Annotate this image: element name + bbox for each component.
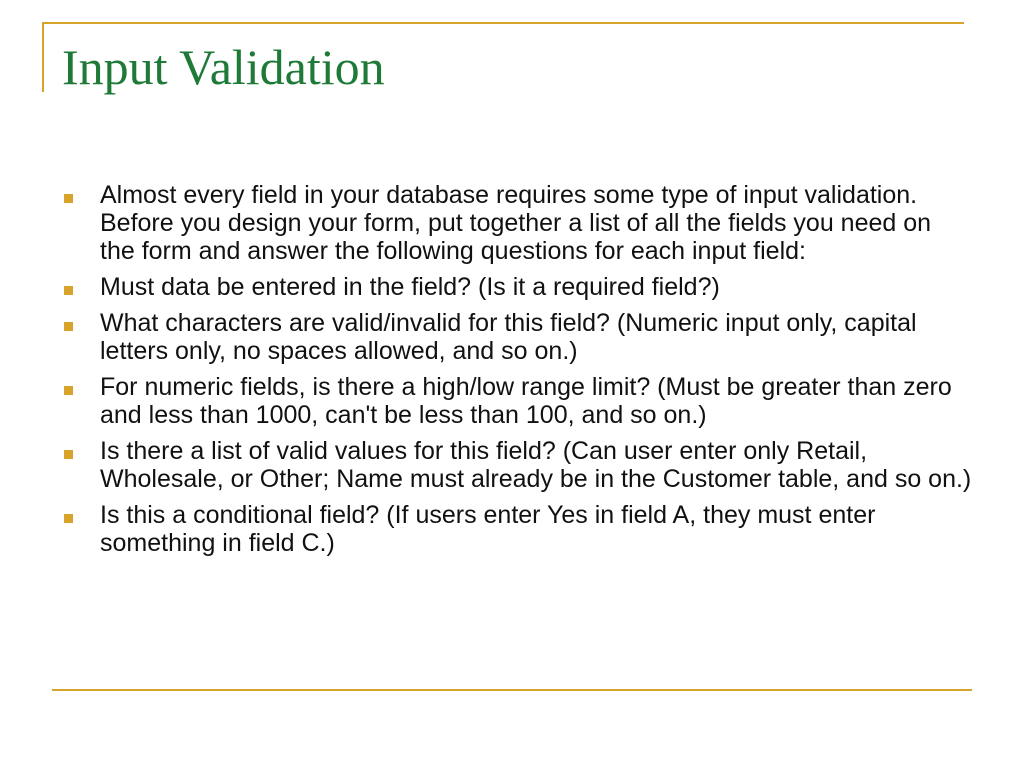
bullet-item xyxy=(62,181,972,265)
square-bullet-icon xyxy=(64,514,73,523)
bullet-item xyxy=(62,273,972,301)
title-frame-top-rule xyxy=(42,22,964,24)
slide-title: Input Validation xyxy=(62,39,385,95)
square-bullet-icon xyxy=(64,386,73,395)
bullet-text: Almost every field in your database requires some type of input validation. Before you design your form, put together a list of all the fields you need on the form and answer the following questions for each input field: xyxy=(100,181,932,265)
bullet-text: Is there a list of valid values for this field? (Can user enter only Retail, Wholesale, or Other; Name must already be in the Customer table, and so on.) xyxy=(100,437,972,493)
square-bullet-icon xyxy=(64,286,73,295)
bottom-rule xyxy=(52,689,972,691)
bullet-text: For numeric fields, is there a high/low range limit? (Must be greater than zero and less than 1000, can't be less than 100, and so on.) xyxy=(100,373,952,429)
bullet-item xyxy=(62,437,972,493)
bullet-text: Is this a conditional field? (If users enter Yes in field A, they must enter something in field C.) xyxy=(100,501,876,557)
bullet-item xyxy=(62,501,972,557)
square-bullet-icon xyxy=(64,322,73,331)
bullet-item xyxy=(62,309,972,365)
bullet-text: What characters are valid/invalid for this field? (Numeric input only, capital letters only, no spaces allowed, and so on.) xyxy=(100,309,917,365)
title-frame-vertical-rule xyxy=(42,22,44,92)
bullet-item xyxy=(62,373,972,429)
square-bullet-icon xyxy=(64,194,73,203)
square-bullet-icon xyxy=(64,450,73,459)
bullet-list xyxy=(62,181,972,565)
bullet-text: Must data be entered in the field? (Is it a required field?) xyxy=(100,273,720,301)
